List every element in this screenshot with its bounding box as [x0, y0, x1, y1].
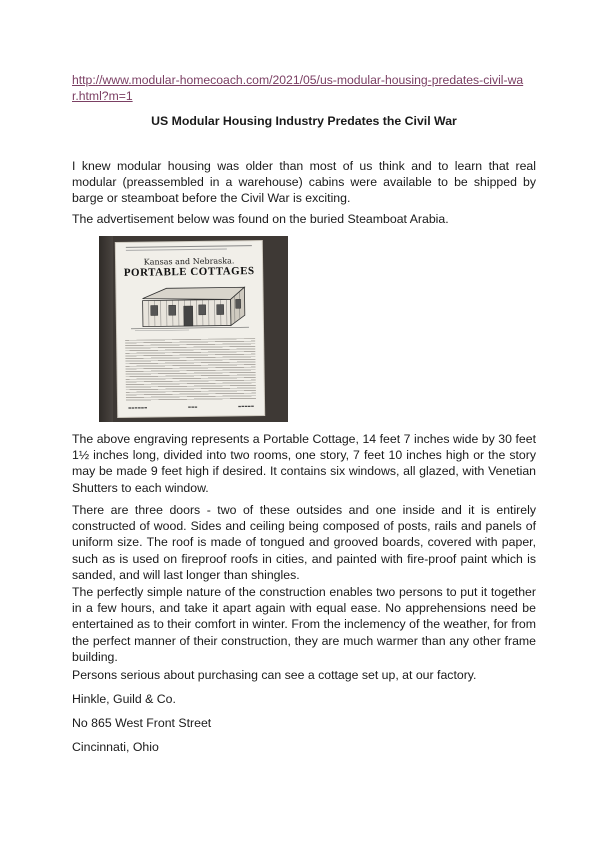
company-name: Hinkle, Guild & Co.: [72, 692, 176, 706]
engraving-paragraph: The above engraving represents a Portable Cottage, 14 feet 7 inches wide by 30 feet 1½ inches long, divided into two rooms, one story, 7 feet 10 inches high or the story may be made 9 feet high if desired. It contains six windows, all glazed, with Venetian Shutters to each window.: [72, 432, 536, 495]
construction-paragraph: The perfectly simple nature of the construction enables two persons to put it together in a few hours, and take it apart again with equal ease. No apprehensions need be entertained as to their comfort in winter. From the inclemency of the weather, for from the perfect manner of their construction, they are much warmer than any other frame building.: [72, 585, 536, 664]
company-address: No 865 West Front Street: [72, 716, 212, 730]
advertisement-body-text: [125, 338, 256, 402]
source-url-link[interactable]: http://www.modular-homecoach.com/2021/05/us-modular-housing-predates-civil-war.html?m=1: [72, 73, 524, 103]
advertisement-photo: [99, 236, 288, 422]
advert-found-paragraph: The advertisement below was found on the buried Steamboat Arabia.: [72, 212, 449, 226]
company-city: Cincinnati, Ohio: [72, 740, 159, 754]
cottage-engraving: [128, 283, 251, 335]
ad-portable-cottages-heading: PORTABLE COTTAGES: [123, 265, 255, 279]
purchase-paragraph: Persons serious about purchasing can see a cottage set up, at our factory.: [72, 668, 477, 682]
intro-paragraph: I knew modular housing was older than most of us think and to learn that real modular (preassembled in a warehouse) cabins were available to be shipped by barge or steamboat before the Civil War is exciting.: [72, 159, 536, 206]
advertisement-footer: ▬▬▬▬▬▬ ▬▬▬ ▬▬▬▬▬: [128, 404, 255, 410]
doors-paragraph: There are three doors - two of these outsides and one inside and it is entirely constructed of wood. Sides and ceiling being composed of posts, rails and panels of uniform size. The roof is made of tongued and grooved boards, covered with paper, such as is used on fireproof roofs in cities, and painted with fire-proof paint which is sanded, and will last longer than shingles.: [72, 503, 536, 582]
advertisement-paper: [116, 241, 264, 417]
article-title: US Modular Housing Industry Predates the Civil War: [151, 114, 457, 128]
ad-kansas-heading: Kansas and Nebraska.: [143, 256, 235, 267]
